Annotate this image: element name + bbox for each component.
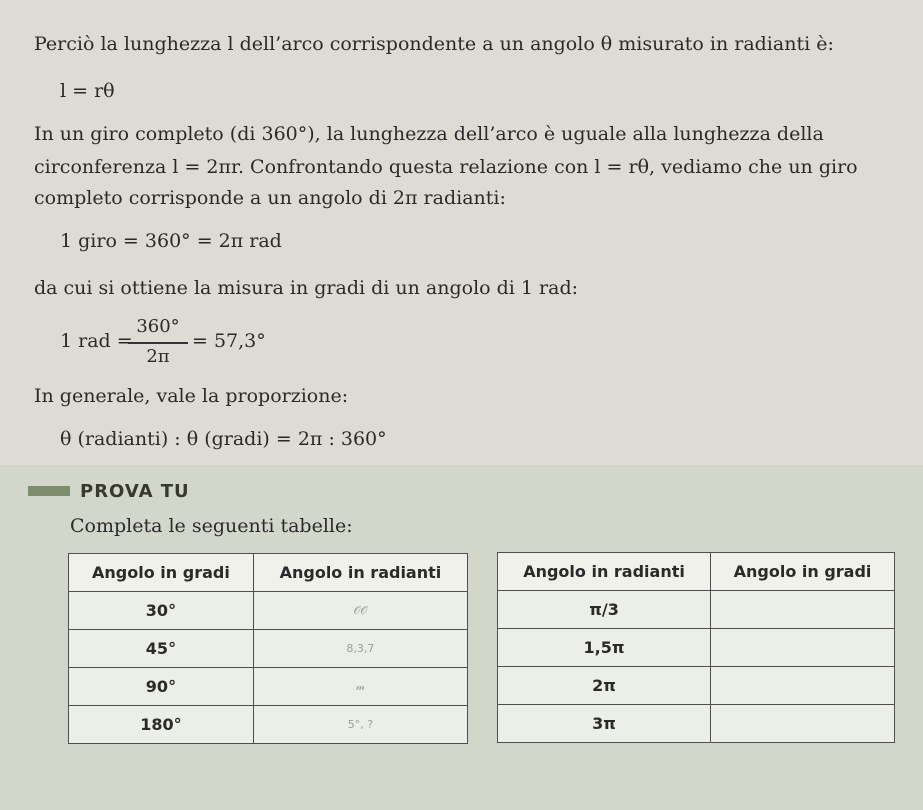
- table-cell: 30°: [69, 592, 254, 630]
- fraction-bar: [128, 342, 188, 344]
- formula-proportion: θ (radianti) : θ (gradi) = 2π : 360°: [60, 428, 387, 450]
- table-degrees-to-radians: [68, 553, 468, 744]
- answer-cell[interactable]: 8,3,7: [253, 630, 467, 668]
- header-cell: Angolo in gradi: [711, 553, 895, 591]
- table-row: [69, 592, 468, 630]
- formula-rad-numerator: 360°: [136, 316, 180, 337]
- table-cell: 180°: [69, 706, 254, 744]
- table-cell: 2π: [498, 667, 711, 705]
- table-row: [69, 668, 468, 706]
- table-row: [498, 591, 895, 629]
- text-general: In generale, vale la proporzione:: [34, 385, 349, 407]
- paragraph-line-3: completo corrisponde a un angolo di 2π radianti:: [34, 187, 506, 209]
- table-radians-to-degrees: [497, 552, 895, 743]
- prova-title: PROVA TU: [80, 481, 190, 502]
- table-cell: π/3: [498, 591, 711, 629]
- paragraph-line-2: circonferenza l = 2πr. Confrontando questa relazione con l = rθ, vediamo che un giro: [34, 156, 858, 178]
- answer-cell[interactable]: 5°, ?: [253, 706, 467, 744]
- table-cell: 3π: [498, 705, 711, 743]
- answer-cell[interactable]: [711, 629, 895, 667]
- table-cell: 1,5π: [498, 629, 711, 667]
- formula-giro: 1 giro = 360° = 2π rad: [60, 230, 282, 252]
- paragraph-line-1: In un giro completo (di 360°), la lunghezza dell’arco è uguale alla lunghezza della: [34, 123, 824, 145]
- answer-cell[interactable]: [711, 705, 895, 743]
- prova-marker: [28, 486, 70, 496]
- table-cell: 90°: [69, 668, 254, 706]
- formula-rad-right: = 57,3°: [192, 330, 266, 352]
- table-cell: 45°: [69, 630, 254, 668]
- formula-rad-left: 1 rad =: [60, 330, 133, 352]
- header-cell: Angolo in radianti: [498, 553, 711, 591]
- table-row: [69, 630, 468, 668]
- table-row: [498, 667, 895, 705]
- intro-text: Perciò la lunghezza l dell’arco corrispondente a un angolo θ misurato in radianti è:: [34, 33, 834, 55]
- table-header-row: [498, 553, 895, 591]
- answer-cell[interactable]: 𝒪𝒪: [253, 592, 467, 630]
- table-row: [498, 705, 895, 743]
- table-row: [498, 629, 895, 667]
- formula-rad-denominator: 2π: [146, 346, 170, 367]
- instruction-text: Completa le seguenti tabelle:: [70, 515, 353, 537]
- header-cell: Angolo in gradi: [69, 554, 254, 592]
- answer-cell[interactable]: [711, 591, 895, 629]
- answer-cell[interactable]: 𝓂: [253, 668, 467, 706]
- table-row: [69, 706, 468, 744]
- answer-cell[interactable]: [711, 667, 895, 705]
- header-cell: Angolo in radianti: [253, 554, 467, 592]
- table-header-row: [69, 554, 468, 592]
- formula-rad-fraction: [128, 316, 188, 370]
- formula-arc: l = rθ: [60, 80, 115, 102]
- text-rad: da cui si ottiene la misura in gradi di un angolo di 1 rad:: [34, 277, 579, 299]
